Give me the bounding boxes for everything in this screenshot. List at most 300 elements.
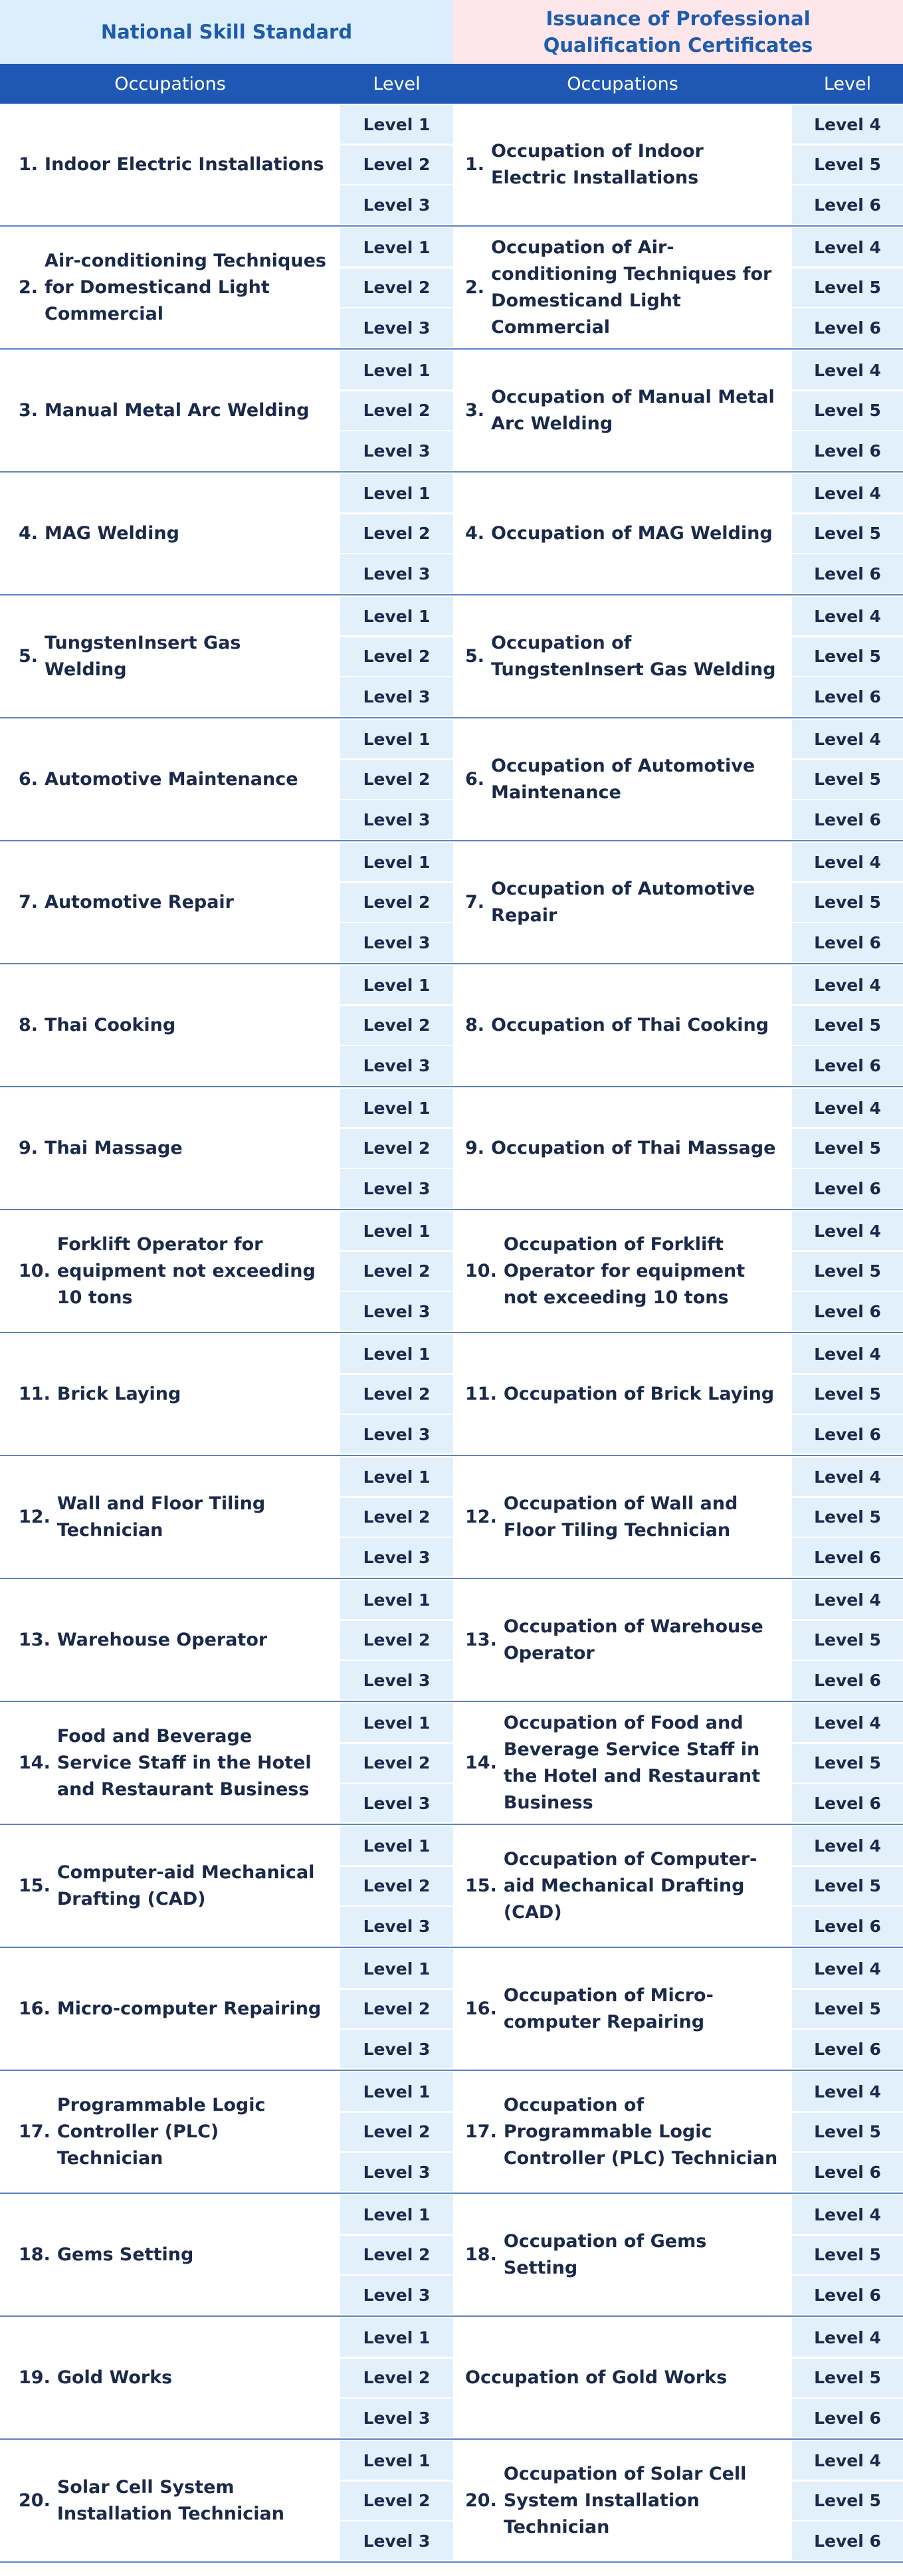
- occupation-cell: [0, 1456, 340, 1578]
- occupation-cell: [0, 2317, 340, 2438]
- occupation-number: 8.: [19, 1014, 39, 1035]
- certificate-occupation-cell: [453, 2317, 792, 2438]
- certificate-levels-cell: [792, 1210, 903, 1332]
- occupation-cell: [0, 2071, 340, 2193]
- skill-level: Level 1: [340, 1949, 453, 1988]
- certificate-number: 16.: [465, 1998, 497, 2019]
- table-row: [0, 473, 903, 595]
- occupation-number: 13.: [19, 1629, 50, 1650]
- skill-levels-cell: [340, 473, 453, 594]
- certificate-level: Level 5: [792, 2482, 903, 2520]
- table-row: [0, 2194, 903, 2317]
- certificate-level: Level 6: [792, 2399, 903, 2437]
- certificate-occupation-cell: [453, 227, 792, 348]
- occupation-number: 6.: [19, 768, 39, 790]
- certificate-occupation-cell: [453, 1702, 792, 1824]
- occupation-name: Forklift Operator for equipment not exceeding 10 tons: [56, 1234, 316, 1308]
- certificate-occupation-name: Occupation of Food and Beverage Service Staff in the Hotel and Restaurant Business: [503, 1712, 761, 1813]
- occupation-name: Thai Cooking: [45, 1014, 176, 1035]
- certificate-level: Level 6: [792, 1046, 903, 1085]
- certificate-level: Level 6: [792, 308, 903, 347]
- occupation-name: MAG Welding: [45, 522, 179, 544]
- skill-levels-cell: [340, 2071, 453, 2193]
- certificate-number: 1.: [465, 154, 485, 175]
- certificate-occupation-name: Occupation of Solar Cell System Installation Technician: [503, 2463, 747, 2537]
- table-row: [0, 1456, 903, 1579]
- occupation-cell: [0, 964, 340, 1086]
- certificate-occupation-name: Occupation of MAG Welding: [491, 522, 773, 544]
- certificate-levels-cell: [792, 1333, 903, 1455]
- certificate-levels-cell: [792, 718, 903, 840]
- certificate-occupation-name: Occupation of Air-conditioning Techniques for Domesticand Light Commercial: [491, 237, 772, 338]
- skill-level: Level 3: [340, 1907, 453, 1945]
- skill-level: Level 1: [340, 2072, 453, 2111]
- certificate-level: Level 6: [792, 2522, 903, 2560]
- skill-level: Level 1: [340, 105, 453, 144]
- skill-level: Level 1: [340, 843, 453, 881]
- skill-level: Level 3: [340, 554, 453, 593]
- certificate-level: Level 6: [792, 431, 903, 470]
- certificate-level: Level 4: [792, 2318, 903, 2357]
- certificate-occupation-name: Occupation of Wall and Floor Tiling Technician: [503, 1493, 738, 1541]
- certificate-level: Level 6: [792, 2276, 903, 2314]
- certificate-levels-cell: [792, 841, 903, 963]
- skill-level: Level 2: [340, 268, 453, 307]
- certificate-level: Level 5: [792, 1867, 903, 1905]
- certificate-occupation-name: Occupation of Thai Massage: [491, 1137, 776, 1158]
- certificate-levels-cell: [792, 227, 903, 348]
- certificate-levels-cell: [792, 104, 903, 225]
- skill-levels-cell: [340, 595, 453, 717]
- certificate-number: 18.: [465, 2244, 497, 2265]
- skill-levels-cell: [340, 1456, 453, 1578]
- occupation-number: 16.: [19, 1998, 50, 2019]
- skill-level: Level 3: [340, 185, 453, 224]
- certificate-level: Level 5: [792, 514, 903, 553]
- occupation-name: Programmable Logic Controller (PLC) Technician: [56, 2094, 266, 2169]
- certificate-level: Level 5: [792, 1375, 903, 1414]
- certificate-level: Level 5: [792, 1498, 903, 1537]
- skill-level: Level 1: [340, 720, 453, 758]
- certificate-level: Level 4: [792, 2195, 903, 2234]
- certificate-level: Level 6: [792, 1538, 903, 1576]
- certificate-occupation-cell: [453, 718, 792, 840]
- skill-level: Level 2: [340, 637, 453, 676]
- certificate-level: Level 6: [792, 1661, 903, 1699]
- skill-level: Level 2: [340, 1006, 453, 1045]
- skill-level: Level 3: [340, 1784, 453, 1822]
- professional-certificates-title-line1: Issuance of Professional: [546, 7, 811, 30]
- occupation-cell: [0, 1702, 340, 1824]
- certificate-level: Level 4: [792, 1949, 903, 1988]
- certificate-levels-cell: [792, 2071, 903, 2193]
- certificate-number: 20.: [465, 2490, 497, 2511]
- certificate-occupation-cell: [453, 595, 792, 717]
- skill-level: Level 3: [340, 2153, 453, 2191]
- skill-level: Level 2: [340, 1498, 453, 1537]
- occupation-cell: [0, 104, 340, 225]
- certificate-level: Level 5: [792, 1621, 903, 1660]
- occupation-number: 2.: [19, 276, 39, 298]
- occupation-number: 4.: [19, 522, 39, 544]
- skill-level: Level 1: [340, 2318, 453, 2357]
- certificate-levels-cell: [792, 473, 903, 594]
- certificate-occupation-name: Occupation of Manual Metal Arc Welding: [491, 386, 775, 434]
- table-row: [0, 2071, 903, 2194]
- certificate-level: Level 4: [792, 720, 903, 758]
- skill-levels-cell: [340, 350, 453, 471]
- skill-level: Level 3: [340, 1538, 453, 1576]
- skill-levels-cell: [340, 1210, 453, 1332]
- skill-levels-cell: [340, 1333, 453, 1455]
- certificate-level: Level 6: [792, 923, 903, 962]
- occupation-number: 11.: [19, 1383, 50, 1404]
- occupation-name: Thai Massage: [45, 1137, 183, 1158]
- occupation-name: Computer-aid Mechanical Drafting (CAD): [56, 1862, 315, 1909]
- certificate-levels-cell: [792, 350, 903, 471]
- occupation-number: 17.: [19, 2121, 50, 2142]
- skill-level: Level 2: [340, 1621, 453, 1660]
- table-row: [0, 1333, 903, 1456]
- certificate-number: 8.: [465, 1014, 485, 1035]
- certificate-level: Level 5: [792, 146, 903, 184]
- skill-level: Level 1: [340, 597, 453, 635]
- certificate-occupation-cell: [453, 841, 792, 963]
- certificate-levels-cell: [792, 964, 903, 1086]
- skill-level: Level 2: [340, 2359, 453, 2397]
- certificate-level: Level 5: [792, 1990, 903, 2028]
- certificate-occupation-name: Occupation of TungstenInsert Gas Welding: [491, 632, 776, 680]
- skill-level: Level 2: [340, 1744, 453, 1782]
- table-row: [0, 2317, 903, 2440]
- table-row: [0, 841, 903, 964]
- certificate-level: Level 4: [792, 228, 903, 267]
- certificate-level: Level 4: [792, 474, 903, 512]
- certificate-level: Level 4: [792, 1580, 903, 1619]
- occupation-cell: [0, 1579, 340, 1701]
- occupation-cell: [0, 841, 340, 963]
- certificate-level: Level 6: [792, 1415, 903, 1453]
- certificate-occupation-name: Occupation of Warehouse Operator: [503, 1616, 763, 1664]
- skill-levels-cell: [340, 841, 453, 963]
- skill-level: Level 1: [340, 1703, 453, 1742]
- certificate-occupation-cell: [453, 1210, 792, 1332]
- certificate-level: Level 4: [792, 966, 903, 1004]
- certificate-level: Level 5: [792, 1744, 903, 1782]
- table-row: [0, 227, 903, 350]
- certificate-level: Level 6: [792, 1907, 903, 1945]
- certificate-number: 13.: [465, 1629, 497, 1650]
- certificate-number: 4.: [465, 522, 485, 544]
- column-header-level-right: Level: [823, 73, 872, 94]
- certificate-occupation-cell: [453, 2194, 792, 2315]
- national-skill-standard-title: National Skill Standard: [0, 0, 453, 64]
- certificate-number: 15.: [465, 1875, 497, 1896]
- certificate-number: 14.: [465, 1752, 497, 1773]
- certificate-level: Level 5: [792, 2359, 903, 2397]
- skill-level: Level 2: [340, 1129, 453, 1168]
- table-row: [0, 718, 903, 841]
- certificate-occupation-name: Occupation of Thai Cooking: [491, 1014, 769, 1035]
- occupation-cell: [0, 1825, 340, 1947]
- skill-level: Level 3: [340, 1046, 453, 1085]
- certificate-occupation-name: Occupation of Brick Laying: [503, 1383, 775, 1404]
- column-header-occupations-left: Occupations: [114, 73, 226, 94]
- skill-level: Level 2: [340, 883, 453, 922]
- skill-levels-cell: [340, 2440, 453, 2561]
- certificate-levels-cell: [792, 1948, 903, 2070]
- table-title-row: [0, 0, 903, 64]
- certificate-levels-cell: [792, 595, 903, 717]
- occupation-number: 9.: [19, 1137, 39, 1158]
- certificate-number: 6.: [465, 768, 485, 790]
- certificate-occupation-cell: [453, 350, 792, 471]
- skill-level: Level 2: [340, 1375, 453, 1414]
- certificate-level: Level 5: [792, 268, 903, 307]
- table-row: [0, 1579, 903, 1702]
- certificate-level: Level 5: [792, 883, 903, 922]
- occupation-cell: [0, 227, 340, 348]
- skill-level: Level 3: [340, 308, 453, 347]
- occupation-name: Micro-computer Repairing: [56, 1998, 322, 2019]
- certificate-occupation-cell: [453, 1456, 792, 1578]
- certificate-level: Level 6: [792, 2030, 903, 2068]
- skill-level: Level 1: [340, 1457, 453, 1496]
- certificate-level: Level 4: [792, 2441, 903, 2480]
- table-row: [0, 104, 903, 227]
- occupation-number: 19.: [19, 2367, 50, 2388]
- certificate-occupation-cell: [453, 1948, 792, 2070]
- certificate-level: Level 5: [792, 637, 903, 676]
- certificate-level: Level 4: [792, 1212, 903, 1250]
- certificate-level: Level 5: [792, 760, 903, 799]
- certificate-level: Level 4: [792, 1826, 903, 1865]
- certificate-level: Level 4: [792, 351, 903, 389]
- skill-level: Level 1: [340, 1826, 453, 1865]
- skill-level: Level 3: [340, 1169, 453, 1208]
- skill-level: Level 1: [340, 1212, 453, 1250]
- certificate-level: Level 6: [792, 1784, 903, 1822]
- certificate-level: Level 4: [792, 597, 903, 635]
- certificate-occupation-name: Occupation of Programmable Logic Controller (PLC) Technician: [503, 2094, 778, 2169]
- certificate-levels-cell: [792, 1825, 903, 1947]
- skill-level: Level 1: [340, 2195, 453, 2234]
- occupation-name: Manual Metal Arc Welding: [45, 399, 310, 421]
- skill-levels-cell: [340, 104, 453, 225]
- occupation-cell: [0, 473, 340, 594]
- certificate-number: 12.: [465, 1506, 497, 1527]
- skill-level: Level 1: [340, 966, 453, 1004]
- occupation-number: 7.: [19, 891, 39, 912]
- skill-levels-cell: [340, 1579, 453, 1701]
- skill-level: Level 1: [340, 351, 453, 389]
- certificate-level: Level 5: [792, 391, 903, 430]
- skill-levels-cell: [340, 718, 453, 840]
- occupation-cell: [0, 1087, 340, 1209]
- certificate-level: Level 5: [792, 1129, 903, 1168]
- skill-level: Level 3: [340, 2399, 453, 2437]
- skill-level: Level 3: [340, 2522, 453, 2560]
- certificate-occupation-name: Occupation of Automotive Repair: [491, 878, 755, 926]
- certificate-level: Level 4: [792, 1703, 903, 1742]
- certificate-number: 10.: [465, 1260, 497, 1281]
- skill-level: Level 1: [340, 474, 453, 512]
- skill-level: Level 2: [340, 2236, 453, 2274]
- certificate-level: Level 4: [792, 1089, 903, 1127]
- table-row: [0, 2440, 903, 2563]
- occupation-number: 14.: [19, 1752, 50, 1773]
- occupation-cell: [0, 718, 340, 840]
- skill-levels-cell: [340, 1825, 453, 1947]
- certificate-level: Level 4: [792, 1457, 903, 1496]
- occupation-cell: [0, 595, 340, 717]
- certificate-occupation-cell: [453, 2071, 792, 2193]
- certificate-occupation-name: Occupation of Forklift Operator for equipment not exceeding 10 tons: [503, 1234, 746, 1308]
- certificate-occupation-name: Occupation of Automotive Maintenance: [491, 755, 755, 803]
- certificate-number: 9.: [465, 1137, 485, 1158]
- occupation-name: Gems Setting: [56, 2244, 194, 2265]
- occupation-cell: [0, 2440, 340, 2561]
- certificate-occupation-name: Occupation of Gold Works: [465, 2367, 728, 2388]
- certificate-levels-cell: [792, 2317, 903, 2438]
- occupation-name: Air-conditioning Techniques for Domesticand Light Commercial: [45, 250, 326, 324]
- certificate-number: 3.: [465, 399, 485, 421]
- occupation-cell: [0, 2194, 340, 2315]
- occupation-name: Food and Beverage Service Staff in the Hotel and Restaurant Business: [56, 1725, 312, 1800]
- skill-level: Level 1: [340, 1335, 453, 1373]
- certificate-occupation-cell: [453, 1333, 792, 1455]
- certificate-occupation-cell: [453, 964, 792, 1086]
- occupation-number: 18.: [19, 2244, 50, 2265]
- occupation-number: 1.: [19, 154, 39, 175]
- certificate-occupation-name: Occupation of Gems Setting: [503, 2230, 707, 2278]
- certificate-level: Level 4: [792, 105, 903, 144]
- certificate-level: Level 4: [792, 1335, 903, 1373]
- column-header-row: [0, 64, 903, 104]
- occupation-name: Wall and Floor Tiling Technician: [56, 1493, 266, 1541]
- professional-certificates-title: [453, 0, 903, 64]
- certificate-level: Level 4: [792, 2072, 903, 2111]
- certificate-level: Level 6: [792, 677, 903, 716]
- certificate-occupation-name: Occupation of Indoor Electric Installations: [491, 140, 704, 188]
- occupation-cell: [0, 350, 340, 471]
- skill-level: Level 2: [340, 2482, 453, 2520]
- skill-level: Level 3: [340, 431, 453, 470]
- certificate-occupation-name: Occupation of Micro-computer Repairing: [503, 1985, 714, 2032]
- certificate-level: Level 6: [792, 185, 903, 224]
- skill-level: Level 2: [340, 1252, 453, 1291]
- occupation-name: Indoor Electric Installations: [45, 154, 324, 175]
- occupation-name: Gold Works: [56, 2367, 173, 2388]
- skill-level: Level 2: [340, 391, 453, 430]
- skill-levels-cell: [340, 1087, 453, 1209]
- occupation-number: 5.: [19, 645, 39, 667]
- table-row: [0, 964, 903, 1087]
- table-body: [0, 104, 903, 2563]
- skill-level: Level 3: [340, 2276, 453, 2314]
- occupation-number: 10.: [19, 1260, 50, 1281]
- certificate-occupation-cell: [453, 1825, 792, 1947]
- certificate-level: Level 5: [792, 2236, 903, 2274]
- skill-level: Level 1: [340, 1580, 453, 1619]
- occupation-cell: [0, 1948, 340, 2070]
- certificate-number: 11.: [465, 1383, 497, 1404]
- skill-level: Level 2: [340, 2113, 453, 2151]
- certificate-number: 17.: [465, 2121, 497, 2142]
- certificate-occupation-name: Occupation of Computer-aid Mechanical Drafting (CAD): [503, 1848, 757, 1923]
- occupation-cell: [0, 1210, 340, 1332]
- occupation-name: Brick Laying: [56, 1383, 181, 1404]
- occupation-name: TungstenInsert Gas Welding: [45, 632, 241, 680]
- certificate-level: Level 5: [792, 1252, 903, 1291]
- certificate-levels-cell: [792, 2194, 903, 2315]
- certificate-level: Level 6: [792, 2153, 903, 2191]
- skill-level: Level 2: [340, 760, 453, 799]
- skill-levels-cell: [340, 227, 453, 348]
- skill-level: Level 2: [340, 1867, 453, 1905]
- occupation-number: 12.: [19, 1506, 50, 1527]
- certificate-level: Level 4: [792, 843, 903, 881]
- certificate-occupation-cell: [453, 2440, 792, 2561]
- occupation-name: Solar Cell System Installation Technician: [56, 2476, 284, 2524]
- certificate-occupation-cell: [453, 473, 792, 594]
- certificate-occupation-cell: [453, 1087, 792, 1209]
- skill-levels-cell: [340, 964, 453, 1086]
- skill-level: Level 3: [340, 923, 453, 962]
- occupation-number: 15.: [19, 1875, 50, 1896]
- occupation-name: Automotive Maintenance: [45, 768, 298, 790]
- skill-levels-cell: [340, 2194, 453, 2315]
- skill-level: Level 2: [340, 1990, 453, 2028]
- occupation-name: Warehouse Operator: [56, 1629, 268, 1650]
- table-row: [0, 1087, 903, 1210]
- skill-level: Level 3: [340, 1661, 453, 1699]
- certificate-level: Level 5: [792, 2113, 903, 2151]
- occupation-number: 3.: [19, 399, 39, 421]
- skill-level: Level 1: [340, 228, 453, 267]
- occupation-number: 20.: [19, 2490, 50, 2511]
- occupation-name: Automotive Repair: [45, 891, 234, 912]
- skill-levels-cell: [340, 1948, 453, 2070]
- certificate-level: Level 5: [792, 1006, 903, 1045]
- certificate-level: Level 6: [792, 554, 903, 593]
- skill-level: Level 3: [340, 677, 453, 716]
- skill-level: Level 3: [340, 1415, 453, 1453]
- skill-level: Level 3: [340, 1292, 453, 1331]
- certificate-levels-cell: [792, 1087, 903, 1209]
- occupation-cell: [0, 1333, 340, 1455]
- skill-level: Level 1: [340, 2441, 453, 2480]
- table-row: [0, 1948, 903, 2071]
- certificate-occupation-cell: [453, 104, 792, 225]
- table-row: [0, 1825, 903, 1948]
- certificate-levels-cell: [792, 2440, 903, 2561]
- certificate-levels-cell: [792, 1579, 903, 1701]
- skill-level: Level 3: [340, 2030, 453, 2068]
- certificate-number: 7.: [465, 891, 485, 912]
- column-header-level-left: Level: [373, 73, 421, 94]
- skill-level: Level 1: [340, 1089, 453, 1127]
- certificate-level: Level 6: [792, 1169, 903, 1208]
- skill-level: Level 2: [340, 146, 453, 184]
- table-row: [0, 1702, 903, 1825]
- certificate-occupation-cell: [453, 1579, 792, 1701]
- skill-levels-cell: [340, 1702, 453, 1824]
- certificate-level: Level 6: [792, 800, 903, 839]
- column-header-occupations-right: Occupations: [567, 73, 678, 94]
- table-row: [0, 595, 903, 718]
- table-row: [0, 350, 903, 473]
